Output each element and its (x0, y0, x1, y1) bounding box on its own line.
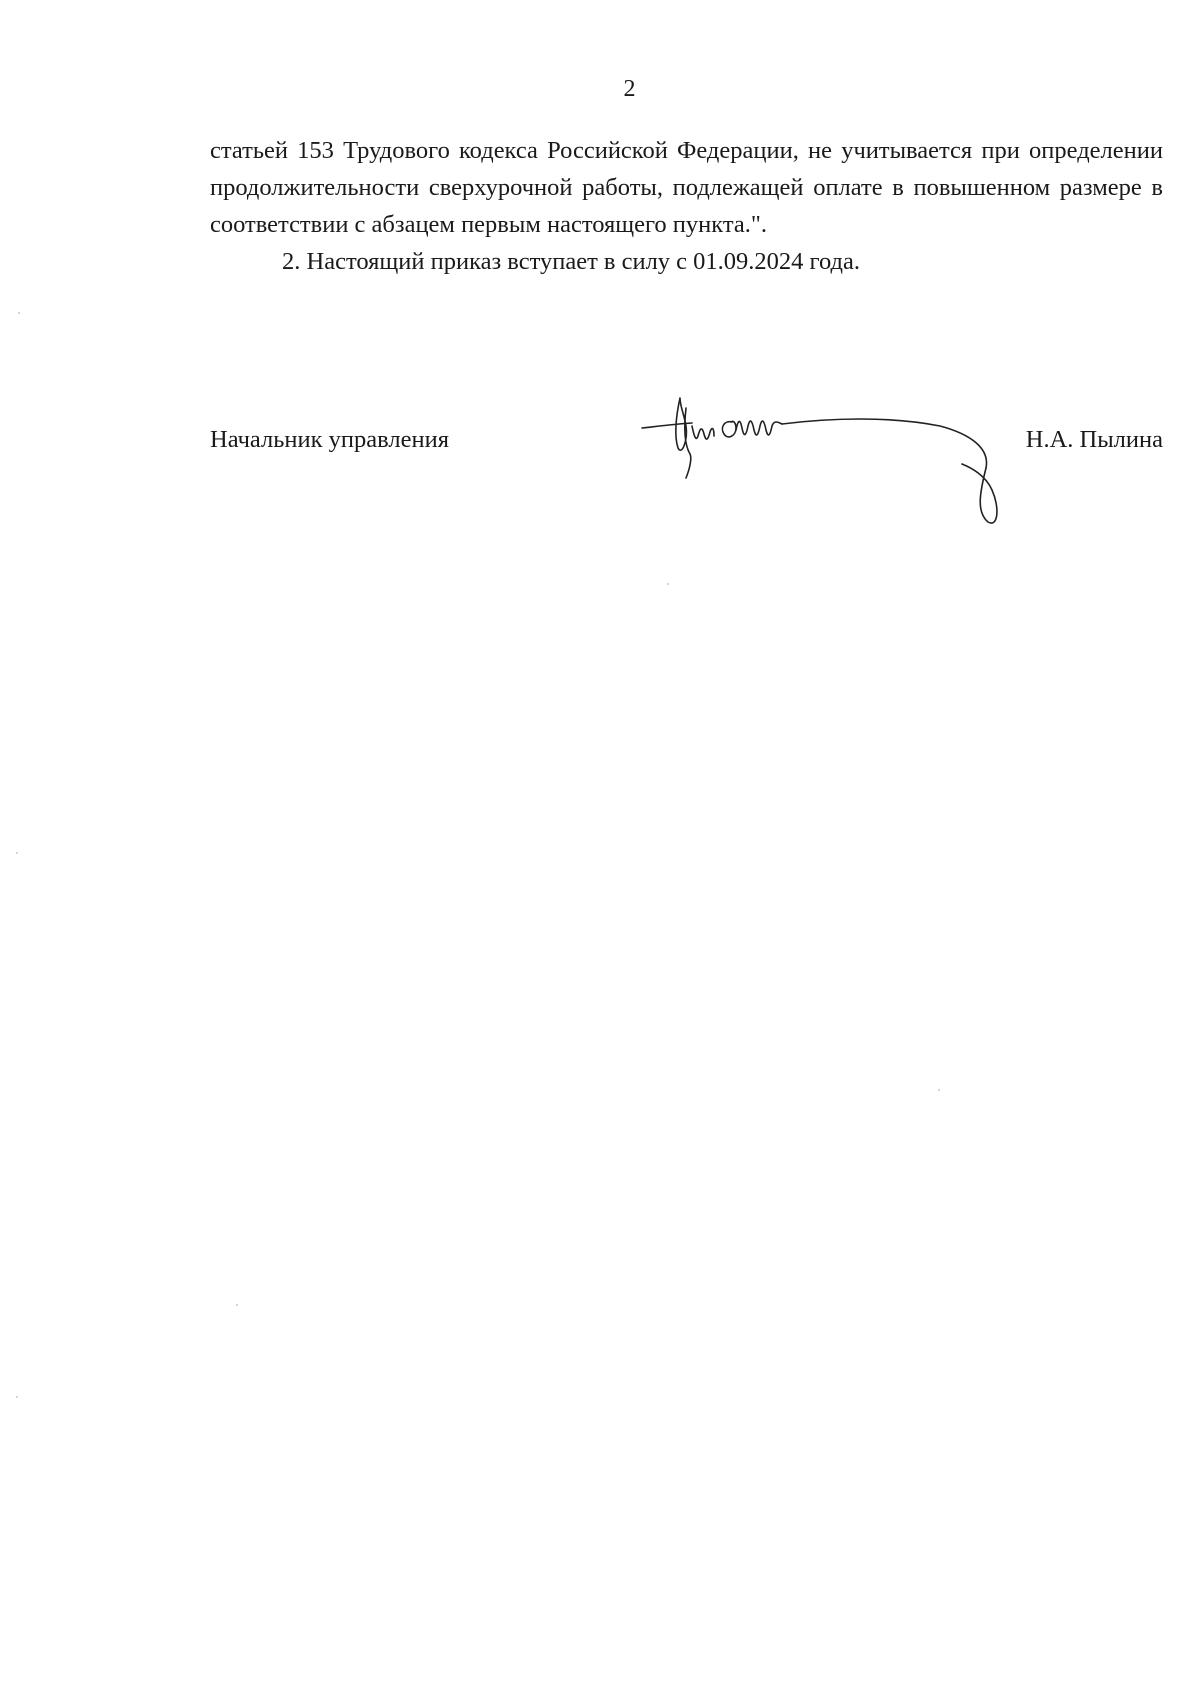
scan-speck (16, 1396, 18, 1398)
paragraph-effective-date: 2. Настоящий приказ вступает в силу с 01.09.2024 года. (282, 248, 860, 275)
page-number (0, 74, 1200, 104)
page-number-text: 2 (623, 76, 636, 102)
signer-position: Начальник управления (210, 426, 449, 453)
paragraph-continued: статьей 153 Трудового кодекса Российской Федерации, не учитывается при определении продолжительности сверхурочной работы, подлежащей оплате в повышенном размере в соответствии с абзацем первым настоящего пункта.". (210, 137, 1163, 238)
handwritten-signature (640, 396, 1030, 536)
document-body (210, 132, 1163, 280)
signer-name: Н.А. Пылина (1025, 426, 1163, 453)
scan-speck (18, 312, 20, 314)
scan-speck (938, 1089, 940, 1091)
scan-speck (236, 1304, 238, 1306)
scan-speck (667, 583, 669, 585)
scan-speck (16, 852, 18, 854)
